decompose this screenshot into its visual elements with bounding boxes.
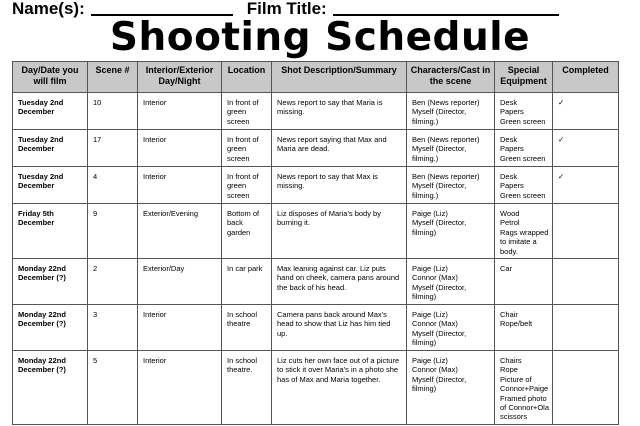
int-ext-cell <box>138 305 222 351</box>
date-cell-line: Monday 22nd <box>18 264 66 274</box>
location-cell-line: theatre. <box>227 365 253 375</box>
equipment-cell <box>495 93 553 130</box>
cast-cell-line: Connor (Max) <box>412 365 458 375</box>
int-ext-cell-line: Exterior/Day <box>143 264 185 274</box>
col-header-completed: Completed <box>553 62 619 93</box>
int-ext-cell-line: Interior <box>143 172 167 181</box>
cast-cell-line: Myself (Director, <box>412 374 467 384</box>
cast-cell-line: filming) <box>412 338 437 348</box>
equipment-cell-line: Car <box>500 264 513 274</box>
cast-cell-line: filming.) <box>412 153 439 163</box>
int-ext-cell-line: Interior <box>143 98 167 107</box>
equipment-cell <box>495 167 553 204</box>
scene-cell: 3 <box>88 305 138 351</box>
equipment-cell <box>495 259 553 305</box>
scene-cell: 9 <box>88 204 138 259</box>
equipment-cell-line: Wood <box>500 209 520 218</box>
location-cell <box>222 351 272 425</box>
description-cell <box>272 259 407 305</box>
cast-cell <box>407 305 495 351</box>
description-cell-line: up. <box>277 328 288 338</box>
int-ext-cell <box>138 204 222 259</box>
int-ext-cell-line: Interior <box>143 310 167 320</box>
description-cell-line: Liz disposes of Maria's body by <box>277 209 381 218</box>
cast-cell <box>407 167 495 204</box>
cast-cell-line: filming) <box>412 292 437 302</box>
shooting-schedule-table <box>12 61 619 425</box>
scene-cell: 10 <box>88 93 138 130</box>
col-header-date: Day/Date you will film <box>13 62 88 93</box>
location-cell-line: theatre <box>227 319 251 329</box>
col-header-int-ext: Interior/Exterior Day/Night <box>138 62 222 93</box>
int-ext-cell-line: Interior <box>143 135 167 144</box>
cast-cell <box>407 204 495 259</box>
int-ext-cell <box>138 167 222 204</box>
equipment-cell-line: Green screen <box>500 153 546 163</box>
description-cell <box>272 130 407 167</box>
table-row <box>13 204 619 259</box>
description-cell-line: Camera pans back around Max's <box>277 310 387 320</box>
equipment-cell-line: body. <box>500 246 518 256</box>
location-cell-line: green <box>227 107 247 117</box>
table-header-row <box>13 62 619 93</box>
date-cell-line: Friday 5th <box>18 209 54 218</box>
equipment-cell-line: Petrol <box>500 218 520 228</box>
equipment-cell-line: Papers <box>500 144 524 154</box>
equipment-cell-line: Chairs <box>500 356 522 366</box>
completed-checkmark <box>553 351 619 425</box>
equipment-cell-line: Rope <box>500 365 518 375</box>
cast-cell-line: Myself (Director, <box>412 218 467 228</box>
name-label: Name(s): <box>12 0 85 18</box>
description-cell-line: Maria are dead. <box>277 144 330 154</box>
description-cell-line: has of Max and Maria together. <box>277 374 381 384</box>
cast-cell <box>407 130 495 167</box>
int-ext-cell <box>138 351 222 425</box>
name-blank-line[interactable] <box>91 0 233 16</box>
completed-checkmark: ✓ <box>553 130 619 167</box>
equipment-cell <box>495 305 553 351</box>
description-cell-line: News report to say that Max is <box>277 172 378 181</box>
cast-cell <box>407 259 495 305</box>
col-header-description: Shot Description/Summary <box>272 62 407 93</box>
description-cell-line: missing. <box>277 107 305 117</box>
location-cell-line: green <box>227 144 247 154</box>
equipment-cell-line: Chair <box>500 310 518 320</box>
description-cell <box>272 204 407 259</box>
location-cell <box>222 167 272 204</box>
cast-cell-line: Ben (News reporter) <box>412 172 480 181</box>
description-cell-line: the back of his head. <box>277 282 347 292</box>
page-title: Shooting Schedule <box>109 15 531 60</box>
completed-checkmark <box>553 204 619 259</box>
date-cell-line: December <box>18 218 55 228</box>
film-title-label: Film Title: <box>246 0 327 18</box>
description-cell-line: Max leaning against car. Liz puts <box>277 264 386 274</box>
date-cell-line: Tuesday 2nd <box>18 98 64 107</box>
table-row <box>13 305 619 351</box>
equipment-cell-line: Framed photo <box>500 393 547 403</box>
location-cell <box>222 130 272 167</box>
equipment-cell-line: Desk <box>500 135 518 144</box>
location-cell-line: In front of <box>227 135 259 144</box>
description-cell <box>272 167 407 204</box>
int-ext-cell-line: Interior <box>143 356 167 366</box>
int-ext-cell <box>138 130 222 167</box>
equipment-cell-line: Desk <box>500 172 518 181</box>
location-cell <box>222 204 272 259</box>
date-cell <box>13 351 88 425</box>
cast-cell <box>407 93 495 130</box>
table-row <box>13 93 619 130</box>
description-cell <box>272 93 407 130</box>
film-title-blank-line[interactable] <box>333 0 559 16</box>
location-cell-line: garden <box>227 227 251 237</box>
description-cell <box>272 305 407 351</box>
date-cell <box>13 259 88 305</box>
date-cell-line: December (?) <box>18 365 66 375</box>
location-cell <box>222 93 272 130</box>
cast-cell-line: Ben (News reporter) <box>412 135 480 144</box>
location-cell-line: screen <box>227 116 250 126</box>
location-cell <box>222 305 272 351</box>
location-cell-line: green <box>227 181 247 191</box>
table-row <box>13 167 619 204</box>
cast-cell-line: Paige (Liz) <box>412 356 448 366</box>
cast-cell-line: filming) <box>412 227 437 237</box>
date-cell-line: December <box>18 144 55 154</box>
date-cell-line: Tuesday 2nd <box>18 172 64 181</box>
location-cell-line: Bottom of <box>227 209 260 218</box>
cast-cell-line: Paige (Liz) <box>412 264 448 274</box>
equipment-cell-line: Papers <box>500 107 524 117</box>
col-header-equipment: Special Equipment <box>495 62 553 93</box>
equipment-cell-line: Green screen <box>500 190 546 200</box>
location-cell-line: In school <box>227 356 258 366</box>
description-cell-line: burning it. <box>277 218 310 228</box>
cast-cell-line: filming.) <box>412 116 439 126</box>
equipment-cell-line: Rags wrapped <box>500 227 549 237</box>
equipment-cell-line: Green screen <box>500 116 546 126</box>
scene-cell: 2 <box>88 259 138 305</box>
description-cell-line: News report to say that Maria is <box>277 98 383 107</box>
cast-cell-line: Myself (Director, <box>412 181 467 191</box>
completed-checkmark: ✓ <box>553 167 619 204</box>
description-cell-line: to stick it over Maria's in a photo she <box>277 365 399 375</box>
cast-cell-line: Paige (Liz) <box>412 310 448 320</box>
location-cell-line: screen <box>227 190 250 200</box>
completed-checkmark <box>553 305 619 351</box>
date-cell <box>13 204 88 259</box>
equipment-cell-line: to imitate a <box>500 237 537 247</box>
date-cell-line: December <box>18 107 55 117</box>
table-body <box>13 93 619 425</box>
date-cell <box>13 305 88 351</box>
location-cell-line: In car park <box>227 264 263 274</box>
scene-cell: 4 <box>88 167 138 204</box>
int-ext-cell <box>138 93 222 130</box>
cast-cell-line: filming) <box>412 384 437 394</box>
table-row <box>13 259 619 305</box>
cast-cell-line: Myself (Director, <box>412 107 467 117</box>
date-cell <box>13 130 88 167</box>
date-cell <box>13 167 88 204</box>
equipment-cell-line: Desk <box>500 98 518 107</box>
cast-cell-line: Connor (Max) <box>412 273 458 283</box>
equipment-cell-line: Papers <box>500 181 524 191</box>
table-row <box>13 351 619 425</box>
cast-cell-line: filming.) <box>412 190 439 200</box>
equipment-cell-line: Picture of <box>500 374 532 384</box>
location-cell-line: In front of <box>227 98 259 107</box>
date-cell-line: December (?) <box>18 319 66 329</box>
cast-cell-line: Connor (Max) <box>412 319 458 329</box>
date-cell-line: December <box>18 181 55 191</box>
location-cell-line: screen <box>227 153 250 163</box>
equipment-cell <box>495 351 553 425</box>
equipment-cell-line: Connor+Paige <box>500 384 549 394</box>
date-cell <box>13 93 88 130</box>
cast-cell-line: Myself (Director, <box>412 144 467 154</box>
date-cell-line: Monday 22nd <box>18 356 66 366</box>
equipment-cell <box>495 204 553 259</box>
date-cell-line: Monday 22nd <box>18 310 66 320</box>
equipment-cell-line: Rope/belt <box>500 319 533 329</box>
scene-cell: 17 <box>88 130 138 167</box>
int-ext-cell <box>138 259 222 305</box>
cast-cell-line: Myself (Director, <box>412 282 467 292</box>
int-ext-cell-line: Exterior/Evening <box>143 209 199 218</box>
cast-cell-line: Ben (News reporter) <box>412 98 480 107</box>
col-header-scene: Scene # <box>88 62 138 93</box>
cast-cell <box>407 351 495 425</box>
description-cell <box>272 351 407 425</box>
location-cell-line: In front of <box>227 172 259 181</box>
description-cell-line: head to show that Liz has him tied <box>277 319 391 329</box>
completed-checkmark: ✓ <box>553 93 619 130</box>
location-cell-line: back <box>227 218 243 228</box>
description-cell-line: hand on cheek, camera pans around <box>277 273 400 283</box>
description-cell-line: News report saying that Max and <box>277 135 387 144</box>
location-cell-line: In school <box>227 310 258 320</box>
date-cell-line: Tuesday 2nd <box>18 135 64 144</box>
equipment-cell-line: scissors <box>500 412 528 422</box>
description-cell-line: missing. <box>277 181 305 191</box>
scene-cell: 5 <box>88 351 138 425</box>
equipment-cell <box>495 130 553 167</box>
cast-cell-line: Myself (Director, <box>412 328 467 338</box>
equipment-cell-line: of Connor+Ola <box>500 403 549 413</box>
date-cell-line: December (?) <box>18 273 66 283</box>
location-cell <box>222 259 272 305</box>
completed-checkmark <box>553 259 619 305</box>
cast-cell-line: Paige (Liz) <box>412 209 448 218</box>
table-row <box>13 130 619 167</box>
col-header-location: Location <box>222 62 272 93</box>
col-header-cast: Characters/Cast in the scene <box>407 62 495 93</box>
description-cell-line: Liz cuts her own face out of a picture <box>277 356 400 366</box>
